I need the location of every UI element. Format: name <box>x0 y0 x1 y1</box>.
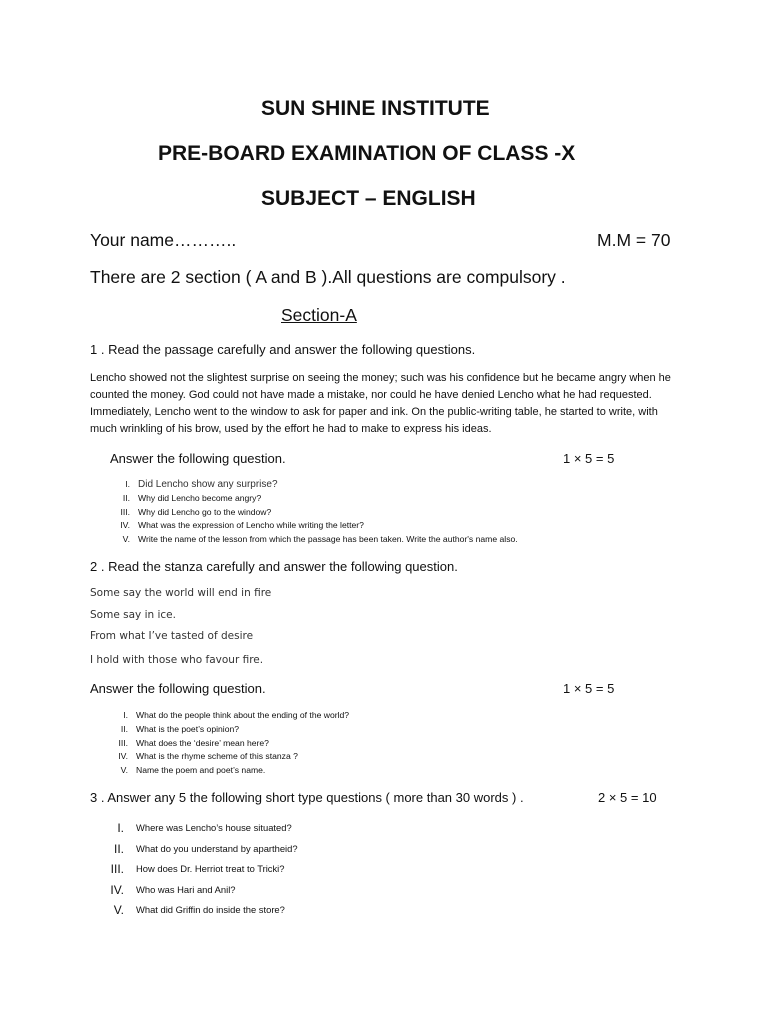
max-marks: M.M = 70 <box>597 230 671 250</box>
item-text: Write the name of the lesson from which the passage has been taken. Write the author's name also. <box>138 534 518 545</box>
item-number: III. <box>110 862 124 876</box>
q1-marks: 1 × 5 = 5 <box>563 451 615 466</box>
list-item <box>123 709 350 723</box>
stanza-line-2: Some say in ice. <box>90 609 176 621</box>
q3-marks: 2 × 5 = 10 <box>598 790 657 805</box>
item-text: Why did Lencho go to the window? <box>138 506 272 517</box>
item-text: Why did Lencho become angry? <box>138 492 262 503</box>
list-item <box>120 764 349 778</box>
item-text: How does Dr. Herriot treat to Tricki? <box>136 863 285 874</box>
stanza-line-3: From what I’ve tasted of desire <box>90 630 254 642</box>
item-text: Who was Hari and Anil? <box>136 883 236 895</box>
item-text: Did Lencho show any surprise? <box>138 479 278 490</box>
section-a-title: Section-A <box>281 305 357 325</box>
q3-question-list <box>110 818 298 921</box>
list-item <box>120 519 518 533</box>
item-number: V. <box>122 534 130 545</box>
list-item <box>118 737 349 751</box>
q1-prompt: 1 . Read the passage carefully and answer the following questions. <box>90 342 476 357</box>
list-item <box>113 839 298 860</box>
item-number: IV. <box>120 520 130 531</box>
q1-question-list <box>120 478 518 547</box>
q2-marks: 1 × 5 = 5 <box>563 681 615 696</box>
q1-sub-prompt: Answer the following question. <box>110 451 286 466</box>
instructions: There are 2 section ( A and B ).All questions are compulsory . <box>90 267 566 287</box>
item-text: What does the ‘desire’ mean here? <box>136 737 269 748</box>
item-number: I. <box>117 821 124 835</box>
q2-question-list <box>118 709 350 778</box>
subject-title: SUBJECT – ENGLISH <box>261 187 476 210</box>
exam-title: PRE-BOARD EXAMINATION OF CLASS -X <box>158 142 576 165</box>
item-text: What is the rhyme scheme of this stanza ? <box>136 751 298 762</box>
stanza-line-4: I hold with those who favour fire. <box>90 654 264 666</box>
item-number: I. <box>123 710 128 720</box>
list-item <box>120 506 518 520</box>
list-item <box>122 533 518 547</box>
list-item <box>113 900 298 921</box>
list-item <box>110 859 298 880</box>
q2-prompt: 2 . Read the stanza carefully and answer the following question. <box>90 559 458 574</box>
list-item <box>120 723 349 737</box>
item-number: III. <box>120 506 130 517</box>
item-text: What do the people think about the ending of the world? <box>136 710 350 720</box>
q2-sub-prompt: Answer the following question. <box>90 681 266 696</box>
item-number: III. <box>118 737 128 748</box>
item-number: II. <box>113 841 124 856</box>
item-text: What was the expression of Lencho while writing the letter? <box>138 520 364 531</box>
q1-passage: Lencho showed not the slightest surprise on seeing the money; such was his confidence but he became angry when he counted the money. God could not have made a mistake, nor could he have denied Lencho what he had requested. Immediately, Lencho went to the window to ask for paper and ink. On the public-writing table, he started to write, with much wrinkling of his brow, used by the effort he had to make to express his ideas. <box>90 372 671 435</box>
item-text: What do you understand by apartheid? <box>136 842 298 854</box>
item-number: IV. <box>118 751 128 762</box>
institute-title: SUN SHINE INSTITUTE <box>261 97 490 120</box>
item-text: Name the poem and poet’s name. <box>136 765 266 776</box>
stanza-line-1: Some say the world will end in fire <box>90 587 272 599</box>
q3-prompt: 3 . Answer any 5 the following short type questions ( more than 30 words ) . <box>90 790 524 805</box>
list-item <box>125 478 518 492</box>
item-number: V. <box>113 903 124 917</box>
list-item <box>122 492 518 506</box>
name-label: Your name……….. <box>90 230 237 250</box>
item-number: II. <box>122 492 130 503</box>
item-number: V. <box>120 765 128 776</box>
item-number: II. <box>120 723 128 734</box>
list-item <box>118 750 349 764</box>
item-text: What did Griffin do inside the store? <box>136 904 285 915</box>
list-item <box>110 880 298 901</box>
item-number: I. <box>125 479 130 489</box>
item-text: Where was Lencho’s house situated? <box>136 822 292 833</box>
item-text: What is the poet’s opinion? <box>136 723 240 734</box>
list-item <box>117 818 298 839</box>
item-number: IV. <box>110 882 124 897</box>
